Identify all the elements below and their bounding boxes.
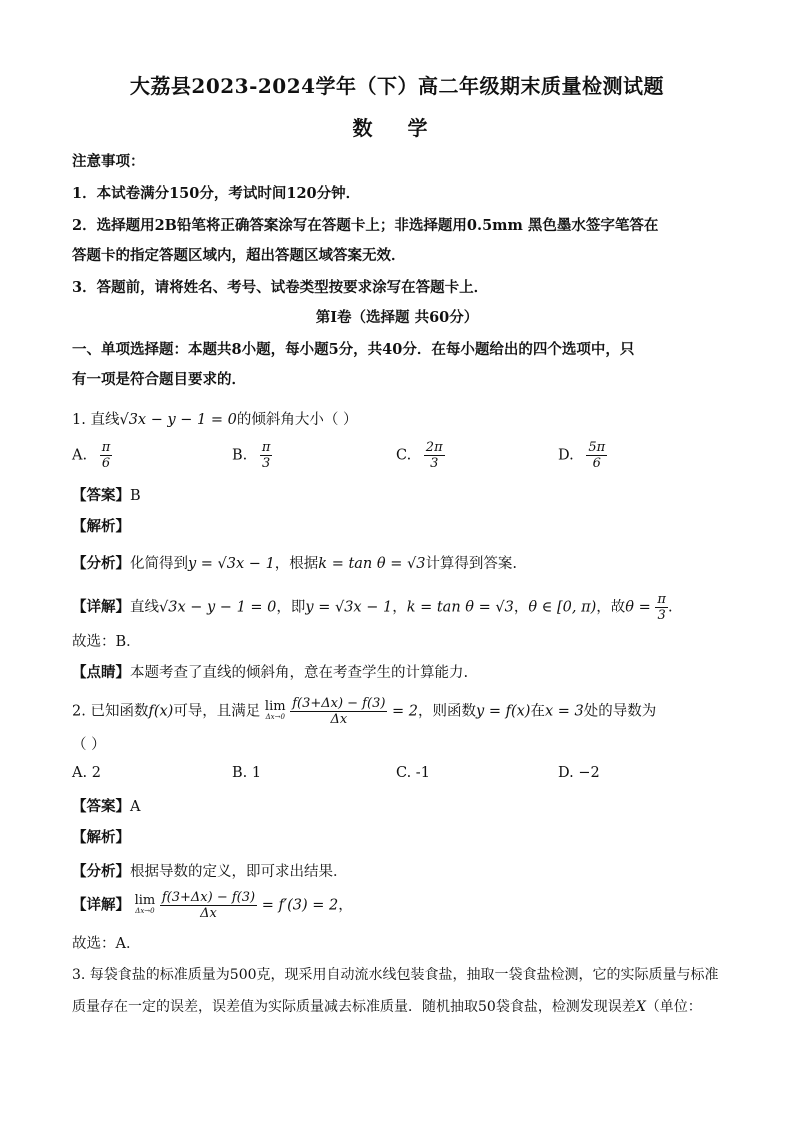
- q2-detail-frac-den: Δx: [200, 906, 217, 921]
- q2-lim-sub: Δx→0: [265, 712, 285, 721]
- q1-prefix: 1. 直线: [72, 412, 120, 428]
- q2-detail-frac-num: f(3+Δx) − f(3): [161, 890, 256, 905]
- q2-paren: （ ）: [72, 737, 106, 753]
- question-2: [72, 696, 656, 727]
- q2-mid: 可导，且满足: [173, 703, 261, 720]
- subject-title: 数 学: [352, 116, 442, 140]
- q1-option-a-label: A.: [72, 447, 88, 464]
- q1-option-b-fraction: [260, 440, 273, 471]
- q2-option-a: A. 2: [72, 765, 101, 781]
- q1-detail-c: ，: [392, 599, 407, 616]
- q1-suffix: 的倾斜角大小（ ）: [236, 412, 358, 428]
- q1-detail-eq5: θ =: [625, 599, 651, 616]
- q2-eq-tail: = 2: [392, 703, 419, 720]
- q1-detail-eq2: y = √3x − 1: [305, 599, 393, 616]
- q1-detail-frac-den: 3: [657, 608, 666, 623]
- q2-detail-tail: = f′(3) = 2: [261, 897, 339, 914]
- q1-option-c-num: 2π: [425, 440, 443, 455]
- q1-fenxi-tag: 【分析】: [72, 555, 130, 572]
- q1-option-b-den: 3: [262, 456, 271, 471]
- q1-detail-b: ，即: [276, 599, 306, 616]
- q1-detail-end: .: [667, 599, 673, 616]
- q2-option-b: B. 1: [232, 765, 262, 781]
- q2-answer: [72, 795, 140, 816]
- section-heading: 第Ⅰ卷（选择题 共60分）: [315, 309, 479, 326]
- q1-equation: √3x − y − 1 = 0: [119, 412, 237, 428]
- q2-x-eq: x = 3: [544, 703, 584, 720]
- q1-option-b: [232, 440, 272, 471]
- q1-option-d-label: D.: [558, 447, 574, 464]
- q3-line-1: 3. 每袋食盐的标准质量为500克，现采用自动流水线包装食盐，抽取一袋食盐检测，它的实际质量与标准: [72, 967, 719, 983]
- q3-line-2: [72, 996, 702, 1016]
- q2-analysis-tag: 【解析】: [72, 829, 130, 846]
- q1-detail-tag: 【详解】: [72, 598, 130, 616]
- q2-fenxi-tag: 【分析】: [72, 863, 130, 880]
- q2-detail-fraction: [160, 890, 257, 921]
- q1-answer-tag: 【答案】: [72, 487, 130, 504]
- q1-detail-d: ，: [513, 599, 529, 616]
- q1-option-d-num: 5π: [588, 440, 606, 455]
- part1-instructions-b: 有一项是符合题目要求的．: [72, 371, 246, 388]
- q2-option-d: D. −2: [558, 765, 600, 781]
- exam-title: 大荔县2023-2024学年（下）高二年级期末质量检测试题: [129, 74, 665, 98]
- q3-line-2b: （单位：: [645, 999, 702, 1015]
- q2-answer-value: A: [130, 799, 141, 815]
- q1-fenxi: [72, 552, 517, 573]
- q1-detail: [72, 592, 673, 623]
- q1-choose: 故选：B．: [72, 634, 141, 650]
- q2-lim-text: lim: [264, 698, 286, 714]
- q1-option-b-num: π: [261, 440, 271, 455]
- q1-option-c-den: 3: [430, 456, 439, 471]
- q1-detail-a: 直线: [130, 599, 159, 616]
- q1-answer: [72, 484, 141, 505]
- q1-detail-fraction: [655, 592, 668, 623]
- q2-prefix: 2. 已知函数: [72, 703, 149, 720]
- q1-detail-eq1: √3x − y − 1 = 0: [159, 599, 277, 616]
- q1-option-a-den: 6: [101, 456, 111, 471]
- q1-fenxi-eq1: y = √3x − 1: [188, 556, 275, 572]
- note-2a: 2．选择题用2B铅笔将正确答案涂写在答题卡上；非选择题用0.5mm 黑色墨水签字笔答在: [72, 217, 659, 234]
- q1-detail-eq4: θ ∈ [0, π): [528, 599, 597, 616]
- q2-suffix: 处的导数为: [583, 703, 657, 720]
- q2-detail-limit: [134, 892, 156, 916]
- q1-analysis-tag: 【解析】: [72, 518, 130, 535]
- part1-instructions-a: 一、单项选择题：本题共8小题，每小题5分，共40分．在每小题给出的四个选项中，只: [72, 341, 635, 358]
- q2-detail-tag: 【详解】: [72, 896, 130, 914]
- q2-fenxi-text: 根据导数的定义，即可求出结果．: [130, 864, 348, 880]
- q1-option-c: [396, 440, 445, 471]
- q2-detail-end: ，: [338, 897, 353, 914]
- q1-option-a: [72, 440, 112, 471]
- q1-option-b-label: B.: [232, 447, 248, 464]
- q1-option-d: [558, 440, 607, 471]
- note-1: 1．本试卷满分150分，考试时间120分钟．: [72, 185, 361, 202]
- q2-fx: f(x): [148, 703, 174, 720]
- q2-mid3: 在: [530, 703, 545, 720]
- q1-detail-eq3: k = tan θ = √3: [406, 599, 514, 616]
- note-3: 3．答题前，请将姓名、考号、试卷类型按要求涂写在答题卡上．: [72, 279, 489, 296]
- q1-fenxi-a: 化简得到: [130, 556, 188, 572]
- q1-detail-e: ，故: [596, 599, 626, 616]
- q2-answer-tag: 【答案】: [72, 798, 130, 815]
- q2-frac-den: Δx: [330, 712, 348, 727]
- q1-fenxi-eq2: k = tan θ = √3: [318, 556, 426, 572]
- q2-detail-lim-sub: Δx→0: [135, 906, 155, 915]
- q2-fraction: [290, 696, 387, 727]
- note-2b: 答题卡的指定答题区域内，超出答题区域答案无效．: [72, 247, 406, 264]
- q2-mid2: ，则函数: [418, 703, 477, 720]
- notes-heading: 注意事项：: [72, 153, 145, 170]
- q1-fenxi-b: ，根据: [274, 556, 319, 572]
- q1-option-c-label: C.: [396, 447, 412, 464]
- q1-answer-value: B: [130, 488, 141, 504]
- q1-option-a-num: π: [101, 440, 111, 455]
- q1-detail-frac-num: π: [657, 592, 666, 607]
- q2-limit: [264, 698, 286, 722]
- q2-frac-num: f(3+Δx) − f(3): [292, 696, 386, 711]
- q1-dianjing: [72, 661, 468, 682]
- q1-option-a-fraction: [100, 440, 113, 471]
- q3-var-x: X: [635, 999, 646, 1015]
- q3-line-2a: 质量存在一定的误差，误差值为实际质量减去标准质量．随机抽取50袋食盐，检测发现误差: [72, 999, 636, 1015]
- question-1: [72, 408, 357, 429]
- q2-y-eq: y = f(x): [476, 703, 531, 720]
- q2-detail: [72, 890, 353, 921]
- q2-fenxi: [72, 860, 348, 881]
- q2-choose: 故选：A．: [72, 936, 141, 952]
- q2-option-c: C. -1: [396, 765, 430, 781]
- q1-option-d-den: 6: [592, 456, 601, 471]
- q2-detail-lim-text: lim: [134, 892, 156, 908]
- q1-option-c-fraction: [424, 440, 445, 471]
- q1-option-d-fraction: [586, 440, 607, 471]
- q1-dianjing-text: 本题考查了直线的倾斜角，意在考查学生的计算能力.: [130, 665, 469, 681]
- q1-fenxi-c: 计算得到答案.: [425, 556, 518, 572]
- q1-dianjing-tag: 【点睛】: [72, 664, 130, 681]
